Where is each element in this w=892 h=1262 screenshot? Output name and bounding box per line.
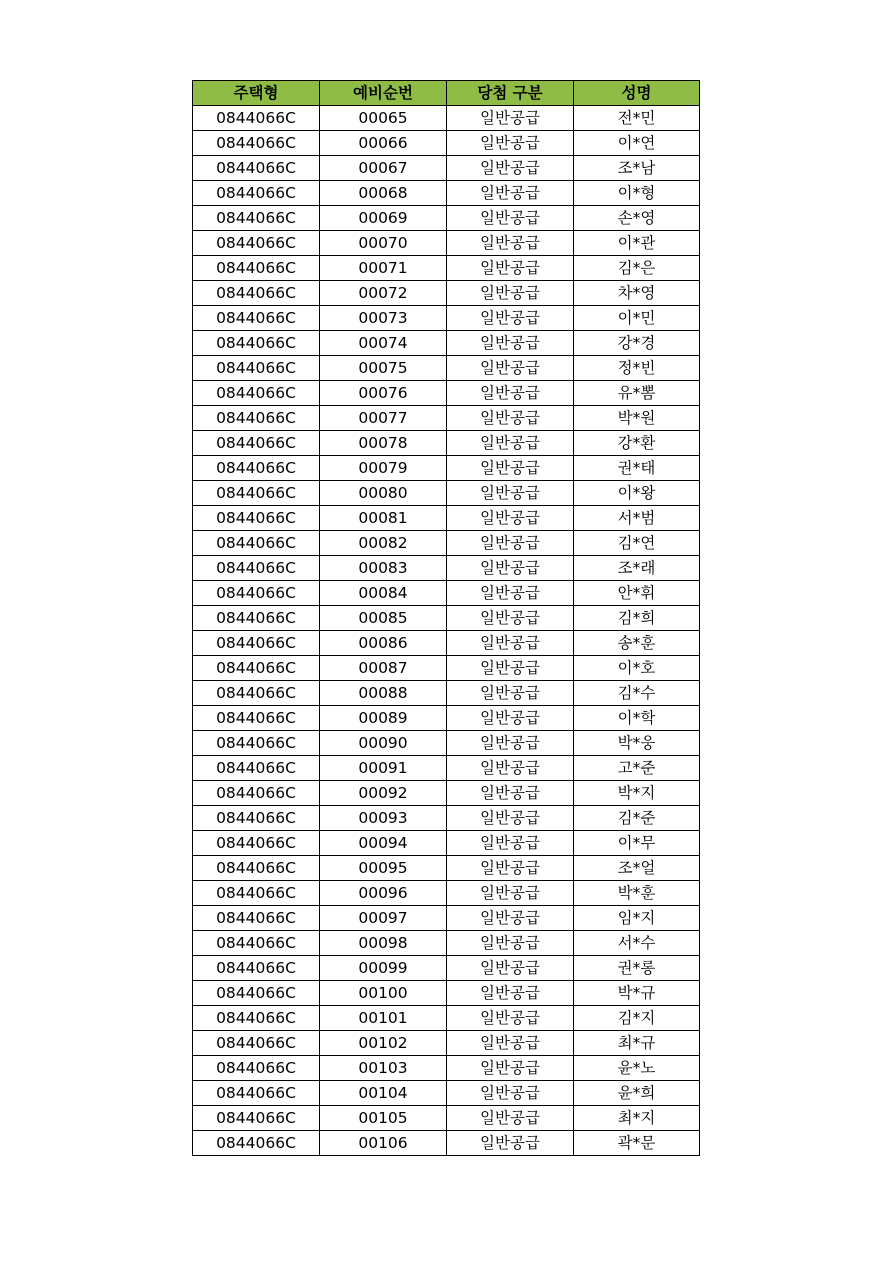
cell-selection-type: 일반공급 — [447, 431, 574, 456]
cell-selection-type: 일반공급 — [447, 231, 574, 256]
table-row — [193, 281, 700, 306]
cell-name: 권*태 — [574, 456, 700, 481]
cell-name: 고*준 — [574, 756, 700, 781]
cell-housing-type: 0844066C — [193, 631, 320, 656]
cell-name: 조*얼 — [574, 856, 700, 881]
cell-reserve-number: 00069 — [320, 206, 447, 231]
cell-reserve-number: 00083 — [320, 556, 447, 581]
cell-housing-type: 0844066C — [193, 231, 320, 256]
cell-name: 김*연 — [574, 531, 700, 556]
table-row — [193, 481, 700, 506]
cell-reserve-number: 00089 — [320, 706, 447, 731]
cell-reserve-number: 00075 — [320, 356, 447, 381]
cell-selection-type: 일반공급 — [447, 781, 574, 806]
cell-reserve-number: 00081 — [320, 506, 447, 531]
cell-selection-type: 일반공급 — [447, 206, 574, 231]
cell-selection-type: 일반공급 — [447, 1056, 574, 1081]
cell-selection-type: 일반공급 — [447, 856, 574, 881]
cell-housing-type: 0844066C — [193, 831, 320, 856]
table-row — [193, 256, 700, 281]
cell-name: 이*형 — [574, 181, 700, 206]
table-row — [193, 181, 700, 206]
cell-name: 정*빈 — [574, 356, 700, 381]
cell-reserve-number: 00094 — [320, 831, 447, 856]
cell-selection-type: 일반공급 — [447, 1081, 574, 1106]
cell-reserve-number: 00088 — [320, 681, 447, 706]
cell-reserve-number: 00093 — [320, 806, 447, 831]
cell-reserve-number: 00073 — [320, 306, 447, 331]
cell-name: 최*규 — [574, 1031, 700, 1056]
cell-housing-type: 0844066C — [193, 456, 320, 481]
cell-housing-type: 0844066C — [193, 656, 320, 681]
cell-housing-type: 0844066C — [193, 756, 320, 781]
cell-selection-type: 일반공급 — [447, 406, 574, 431]
cell-reserve-number: 00078 — [320, 431, 447, 456]
cell-reserve-number: 00103 — [320, 1056, 447, 1081]
cell-selection-type: 일반공급 — [447, 356, 574, 381]
cell-reserve-number: 00084 — [320, 581, 447, 606]
table-row — [193, 681, 700, 706]
cell-selection-type: 일반공급 — [447, 131, 574, 156]
cell-selection-type: 일반공급 — [447, 256, 574, 281]
table-row — [193, 381, 700, 406]
cell-housing-type: 0844066C — [193, 131, 320, 156]
cell-reserve-number: 00077 — [320, 406, 447, 431]
cell-selection-type: 일반공급 — [447, 881, 574, 906]
cell-reserve-number: 00091 — [320, 756, 447, 781]
cell-name: 박*지 — [574, 781, 700, 806]
cell-reserve-number: 00099 — [320, 956, 447, 981]
cell-selection-type: 일반공급 — [447, 481, 574, 506]
cell-housing-type: 0844066C — [193, 881, 320, 906]
header-reserve-number: 예비순번 — [320, 81, 447, 106]
table-row — [193, 156, 700, 181]
table-row — [193, 506, 700, 531]
cell-housing-type: 0844066C — [193, 406, 320, 431]
table-row — [193, 856, 700, 881]
cell-housing-type: 0844066C — [193, 706, 320, 731]
cell-name: 곽*문 — [574, 1131, 700, 1156]
cell-name: 이*호 — [574, 656, 700, 681]
table-row — [193, 631, 700, 656]
cell-reserve-number: 00066 — [320, 131, 447, 156]
cell-reserve-number: 00067 — [320, 156, 447, 181]
cell-name: 유*뽐 — [574, 381, 700, 406]
cell-housing-type: 0844066C — [193, 1056, 320, 1081]
cell-selection-type: 일반공급 — [447, 706, 574, 731]
cell-selection-type: 일반공급 — [447, 906, 574, 931]
cell-reserve-number: 00090 — [320, 731, 447, 756]
cell-name: 윤*노 — [574, 1056, 700, 1081]
cell-reserve-number: 00072 — [320, 281, 447, 306]
cell-name: 김*수 — [574, 681, 700, 706]
cell-housing-type: 0844066C — [193, 931, 320, 956]
table-row — [193, 981, 700, 1006]
cell-name: 권*롱 — [574, 956, 700, 981]
cell-housing-type: 0844066C — [193, 306, 320, 331]
cell-housing-type: 0844066C — [193, 531, 320, 556]
cell-reserve-number: 00076 — [320, 381, 447, 406]
cell-housing-type: 0844066C — [193, 856, 320, 881]
cell-name: 손*영 — [574, 206, 700, 231]
header-selection-type: 당첨 구분 — [447, 81, 574, 106]
cell-name: 강*경 — [574, 331, 700, 356]
cell-selection-type: 일반공급 — [447, 1031, 574, 1056]
cell-reserve-number: 00087 — [320, 656, 447, 681]
cell-reserve-number: 00097 — [320, 906, 447, 931]
cell-selection-type: 일반공급 — [447, 981, 574, 1006]
cell-housing-type: 0844066C — [193, 181, 320, 206]
cell-selection-type: 일반공급 — [447, 556, 574, 581]
table-row — [193, 756, 700, 781]
table-row — [193, 331, 700, 356]
cell-selection-type: 일반공급 — [447, 381, 574, 406]
cell-reserve-number: 00098 — [320, 931, 447, 956]
cell-housing-type: 0844066C — [193, 981, 320, 1006]
cell-name: 윤*희 — [574, 1081, 700, 1106]
cell-selection-type: 일반공급 — [447, 106, 574, 131]
cell-housing-type: 0844066C — [193, 806, 320, 831]
cell-selection-type: 일반공급 — [447, 331, 574, 356]
cell-reserve-number: 00101 — [320, 1006, 447, 1031]
cell-reserve-number: 00065 — [320, 106, 447, 131]
cell-name: 김*준 — [574, 806, 700, 831]
cell-selection-type: 일반공급 — [447, 1106, 574, 1131]
cell-housing-type: 0844066C — [193, 731, 320, 756]
cell-housing-type: 0844066C — [193, 481, 320, 506]
winners-table — [192, 80, 700, 1156]
cell-name: 최*지 — [574, 1106, 700, 1131]
cell-reserve-number: 00068 — [320, 181, 447, 206]
cell-housing-type: 0844066C — [193, 431, 320, 456]
table-row — [193, 906, 700, 931]
cell-selection-type: 일반공급 — [447, 731, 574, 756]
table-row — [193, 106, 700, 131]
cell-selection-type: 일반공급 — [447, 181, 574, 206]
table-row — [193, 1031, 700, 1056]
cell-selection-type: 일반공급 — [447, 956, 574, 981]
cell-name: 안*휘 — [574, 581, 700, 606]
cell-reserve-number: 00095 — [320, 856, 447, 881]
cell-housing-type: 0844066C — [193, 1081, 320, 1106]
cell-housing-type: 0844066C — [193, 106, 320, 131]
table-row — [193, 1081, 700, 1106]
table-row — [193, 356, 700, 381]
cell-housing-type: 0844066C — [193, 156, 320, 181]
cell-name: 임*지 — [574, 906, 700, 931]
cell-housing-type: 0844066C — [193, 506, 320, 531]
cell-selection-type: 일반공급 — [447, 306, 574, 331]
table-row — [193, 231, 700, 256]
table-row — [193, 1106, 700, 1131]
cell-selection-type: 일반공급 — [447, 806, 574, 831]
cell-name: 이*민 — [574, 306, 700, 331]
cell-reserve-number: 00070 — [320, 231, 447, 256]
cell-selection-type: 일반공급 — [447, 281, 574, 306]
cell-housing-type: 0844066C — [193, 1131, 320, 1156]
cell-reserve-number: 00071 — [320, 256, 447, 281]
cell-name: 전*민 — [574, 106, 700, 131]
table-row — [193, 581, 700, 606]
cell-name: 강*환 — [574, 431, 700, 456]
cell-name: 박*훈 — [574, 881, 700, 906]
table-row — [193, 431, 700, 456]
cell-selection-type: 일반공급 — [447, 1131, 574, 1156]
cell-name: 차*영 — [574, 281, 700, 306]
header-housing-type: 주택형 — [193, 81, 320, 106]
cell-housing-type: 0844066C — [193, 581, 320, 606]
cell-name: 서*수 — [574, 931, 700, 956]
cell-reserve-number: 00074 — [320, 331, 447, 356]
cell-reserve-number: 00080 — [320, 481, 447, 506]
table-row — [193, 956, 700, 981]
table-row — [193, 931, 700, 956]
table-row — [193, 731, 700, 756]
cell-housing-type: 0844066C — [193, 556, 320, 581]
cell-selection-type: 일반공급 — [447, 681, 574, 706]
cell-reserve-number: 00085 — [320, 606, 447, 631]
cell-housing-type: 0844066C — [193, 681, 320, 706]
table-row — [193, 706, 700, 731]
cell-name: 이*연 — [574, 131, 700, 156]
cell-reserve-number: 00104 — [320, 1081, 447, 1106]
cell-name: 서*범 — [574, 506, 700, 531]
table-row — [193, 131, 700, 156]
table-row — [193, 606, 700, 631]
cell-reserve-number: 00096 — [320, 881, 447, 906]
table-row — [193, 831, 700, 856]
cell-name: 이*무 — [574, 831, 700, 856]
table-row — [193, 781, 700, 806]
table-row — [193, 881, 700, 906]
table-row — [193, 306, 700, 331]
cell-selection-type: 일반공급 — [447, 1006, 574, 1031]
table-row — [193, 1006, 700, 1031]
cell-selection-type: 일반공급 — [447, 831, 574, 856]
cell-reserve-number: 00102 — [320, 1031, 447, 1056]
cell-housing-type: 0844066C — [193, 356, 320, 381]
table-row — [193, 456, 700, 481]
cell-housing-type: 0844066C — [193, 381, 320, 406]
cell-reserve-number: 00105 — [320, 1106, 447, 1131]
cell-reserve-number: 00100 — [320, 981, 447, 1006]
cell-housing-type: 0844066C — [193, 206, 320, 231]
cell-selection-type: 일반공급 — [447, 531, 574, 556]
table-row — [193, 656, 700, 681]
cell-name: 조*남 — [574, 156, 700, 181]
table-row — [193, 531, 700, 556]
cell-reserve-number: 00086 — [320, 631, 447, 656]
header-row — [193, 81, 700, 106]
cell-name: 이*학 — [574, 706, 700, 731]
cell-name: 김*희 — [574, 606, 700, 631]
cell-housing-type: 0844066C — [193, 956, 320, 981]
cell-reserve-number: 00092 — [320, 781, 447, 806]
header-name: 성명 — [574, 81, 700, 106]
cell-housing-type: 0844066C — [193, 256, 320, 281]
cell-reserve-number: 00082 — [320, 531, 447, 556]
cell-selection-type: 일반공급 — [447, 506, 574, 531]
cell-selection-type: 일반공급 — [447, 456, 574, 481]
cell-housing-type: 0844066C — [193, 906, 320, 931]
cell-housing-type: 0844066C — [193, 331, 320, 356]
cell-selection-type: 일반공급 — [447, 156, 574, 181]
cell-housing-type: 0844066C — [193, 781, 320, 806]
cell-reserve-number: 00079 — [320, 456, 447, 481]
cell-name: 박*규 — [574, 981, 700, 1006]
cell-name: 송*훈 — [574, 631, 700, 656]
cell-selection-type: 일반공급 — [447, 631, 574, 656]
cell-housing-type: 0844066C — [193, 281, 320, 306]
cell-name: 이*왕 — [574, 481, 700, 506]
cell-housing-type: 0844066C — [193, 1006, 320, 1031]
cell-selection-type: 일반공급 — [447, 581, 574, 606]
cell-reserve-number: 00106 — [320, 1131, 447, 1156]
table-row — [193, 406, 700, 431]
cell-selection-type: 일반공급 — [447, 606, 574, 631]
table-row — [193, 1056, 700, 1081]
cell-selection-type: 일반공급 — [447, 756, 574, 781]
table-row — [193, 1131, 700, 1156]
table-row — [193, 206, 700, 231]
table-row — [193, 806, 700, 831]
cell-housing-type: 0844066C — [193, 1031, 320, 1056]
table-row — [193, 556, 700, 581]
cell-name: 김*은 — [574, 256, 700, 281]
cell-name: 박*웅 — [574, 731, 700, 756]
cell-housing-type: 0844066C — [193, 606, 320, 631]
cell-selection-type: 일반공급 — [447, 931, 574, 956]
cell-name: 이*관 — [574, 231, 700, 256]
cell-housing-type: 0844066C — [193, 1106, 320, 1131]
cell-name: 조*래 — [574, 556, 700, 581]
cell-name: 박*원 — [574, 406, 700, 431]
cell-name: 김*지 — [574, 1006, 700, 1031]
cell-selection-type: 일반공급 — [447, 656, 574, 681]
